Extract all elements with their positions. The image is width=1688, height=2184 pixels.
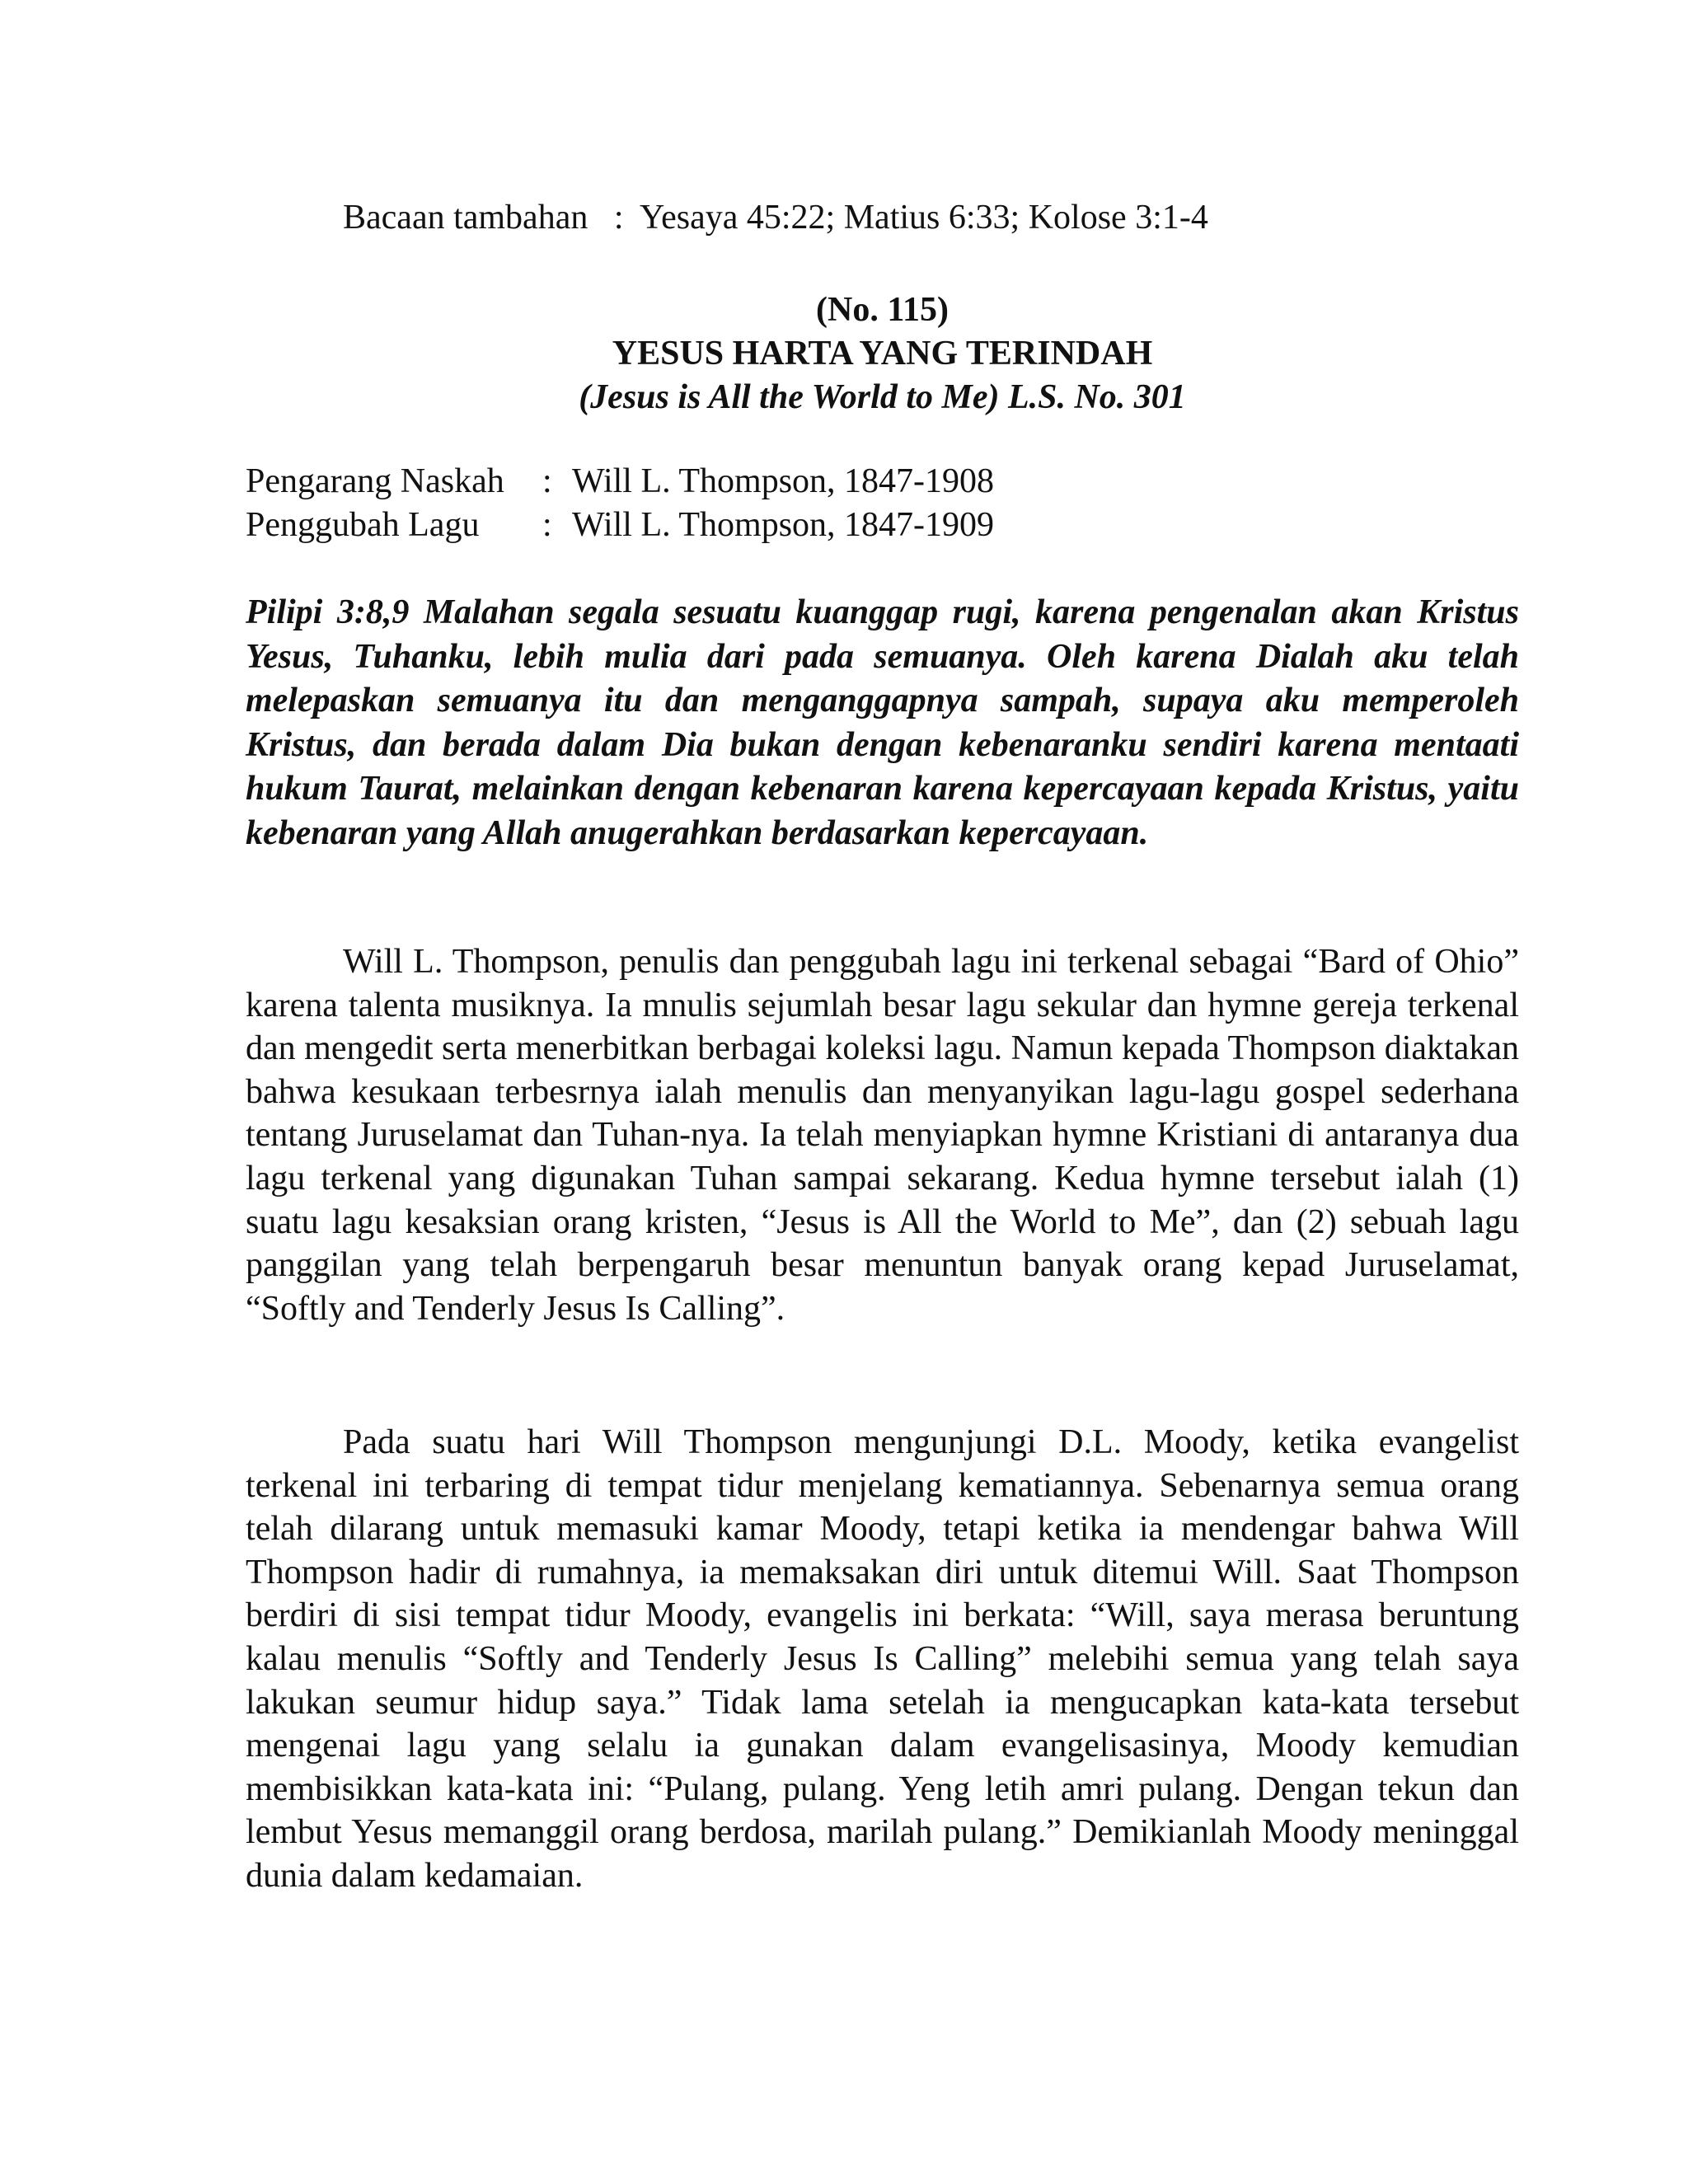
credit-value: Will L. Thompson, 1847-1908 xyxy=(572,462,995,500)
hymn-subtitle: (Jesus is All the World to Me) L.S. No. 301 xyxy=(579,378,1186,416)
reading-label: Bacaan tambahan xyxy=(343,199,588,237)
body-paragraph-2: Pada suatu hari Will Thompson mengunjungi D.L. Moody, ketika evangelist terkenal ini terbaring di tempat tidur menjelang kematiannya. Sebenarnya semua orang telah dilarang untuk memasuki kamar Moody, tetapi ketika ia mendengar bahwa Will Thompson hadir di rumahnya, ia memaksakan diri untuk ditemui Will. Saat Thompson berdiri di sisi tempat tidur Moody, evangelis ini berkata: “Will, saya merasa beruntung kalau menulis “Softly and Tenderly Jesus Is Calling” melebihi semua yang telah saya lakukan seumur hidup saya.” Tidak lama setelah ia mengucapkan kata-kata tersebut mengenai lagu yang selalu ia gunakan dalam evangelisasinya, Moody kemudian membisikkan kata-kata ini: “Pulang, pulang. Yeng letih amri pulang. Dengan tekun dan lembut Yesus memanggil orang berdosa, marilah pulang.” Demikianlah Moody meninggal dunia dalam kedamaian. xyxy=(246,1423,1519,1895)
hymn-credits xyxy=(246,460,994,547)
hymn-heading xyxy=(246,288,1519,419)
credit-value: Will L. Thompson, 1847-1909 xyxy=(572,506,995,544)
credit-row-composer xyxy=(246,504,994,547)
additional-reading-line xyxy=(343,196,1208,240)
hymn-title: YESUS HARTA YANG TERINDAH xyxy=(612,335,1153,373)
body-paragraph-1: Will L. Thompson, penulis dan penggubah lagu ini terkenal sebagai “Bard of Ohio” karena talenta musiknya. Ia mnulis sejumlah besar lagu sekular dan hymne gereja terkenal dan mengedit serta menerbitkan berbagai koleksi lagu. Namun kepada Thompson diaktakan bahwa kesukaan terbesrnya ialah menulis dan menyanyikan lagu-lagu gospel sederhana tentang Juruselamat dan Tuhan-nya. Ia telah menyiapkan hymne Kristiani di antaranya dua lagu terkenal yang digunakan Tuhan sampai sekarang. Kedua hymne tersebut ialah (1) suatu lagu kesaksian orang kristen, “Jesus is All the World to Me”, dan (2) sebuah lagu panggilan yang telah berpengaruh besar menuntun banyak orang kepad Juruselamat, “Softly and Tenderly Jesus Is Calling”. xyxy=(246,943,1519,1328)
credit-colon: : xyxy=(542,462,552,500)
hymn-number: (No. 115) xyxy=(816,291,949,329)
reading-separator: : xyxy=(613,199,624,237)
credit-colon: : xyxy=(542,506,552,544)
credit-label: Penggubah Lagu xyxy=(246,506,480,544)
credit-row-author xyxy=(246,460,994,504)
scripture-quote: Pilipi 3:8,9 Malahan segala sesuatu kuanggap rugi, karena pengenalan akan Kristus Yesus, Tuhanku, lebih mulia dari pada semuanya. Oleh karena Dialah aku telah melepaskan semuanya itu dan menganggapnya sampah, supaya aku memperoleh Kristus, dan berada dalam Dia bukan dengan kebenaranku sendiri karena mentaati hukum Taurat, melainkan dengan kebenaran karena kepercayaan kepada Kristus, yaitu kebenaran yang Allah anugerahkan berdasarkan kepercayaan. xyxy=(246,593,1519,852)
reading-references: Yesaya 45:22; Matius 6:33; Kolose 3:1-4 xyxy=(639,199,1208,237)
credit-label: Pengarang Naskah xyxy=(246,462,504,500)
